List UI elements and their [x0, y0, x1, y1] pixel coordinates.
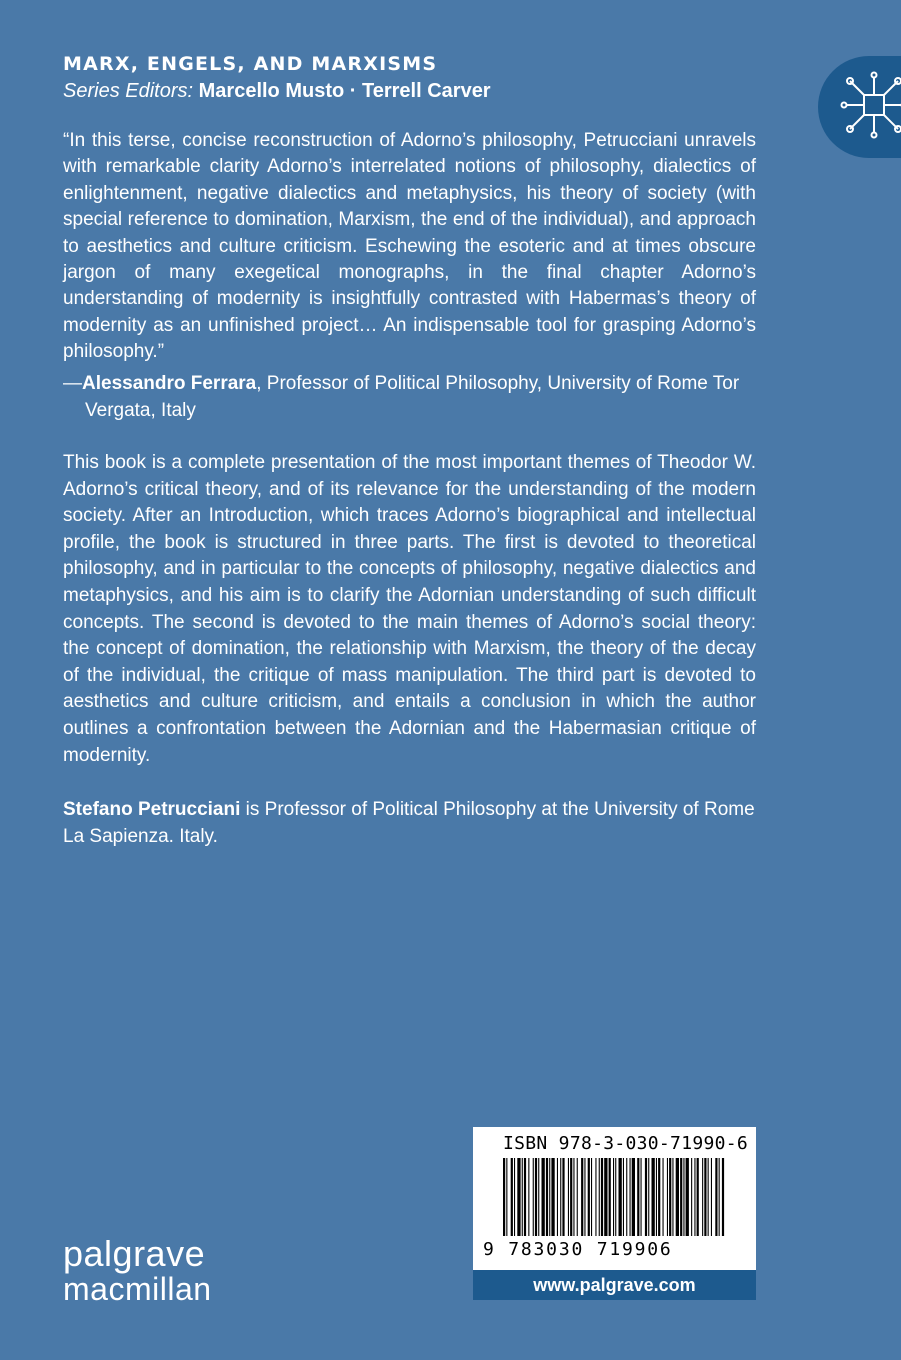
isbn-label: ISBN 978-3-030-71990-6: [503, 1133, 749, 1154]
barcode-panel: [473, 1127, 756, 1300]
author-bio-text: is Professor of Political Philosophy at the University of Rome La Sapienza. Italy.: [63, 799, 755, 847]
barcode-bar: [514, 1158, 515, 1236]
barcode-bar: [715, 1158, 717, 1236]
series-editor-2: Terrell Carver: [362, 80, 491, 102]
barcode-bar: [533, 1158, 534, 1236]
barcode-bar: [511, 1158, 513, 1236]
barcode-bars: [503, 1158, 728, 1244]
author-bio: [63, 796, 756, 850]
barcode-bar: [676, 1158, 679, 1236]
barcode-bar: [711, 1158, 712, 1236]
barcode-bar: [652, 1158, 655, 1236]
barcode-bar: [562, 1158, 564, 1236]
barcode-bar: [686, 1158, 689, 1236]
barcode-bar: [691, 1158, 692, 1236]
barcode-bar: [524, 1158, 526, 1236]
barcode-bar: [528, 1158, 529, 1236]
barcode-bar: [570, 1158, 572, 1236]
barcode-bar: [535, 1158, 537, 1236]
barcode-bar: [577, 1158, 578, 1236]
series-title: MARX, ENGELS, AND MARXISMS: [63, 53, 438, 75]
barcode-bar: [581, 1158, 583, 1236]
barcode-bar: [588, 1158, 590, 1236]
barcode-bar: [538, 1158, 539, 1236]
endorser-affiliation: , Professor of Political Philosophy, University of Rome Tor Vergata, Italy: [85, 373, 740, 421]
barcode-bar: [667, 1158, 668, 1236]
barcode-bar: [656, 1158, 657, 1236]
barcode-bar: [658, 1158, 660, 1236]
barcode-bar: [626, 1158, 627, 1236]
barcode-bar: [615, 1158, 616, 1236]
barcode-bar: [645, 1158, 647, 1236]
barcode-bar: [551, 1158, 554, 1236]
barcode-bar: [680, 1158, 682, 1236]
publisher-logo-line2: macmillan: [63, 1271, 212, 1307]
barcode-bar: [613, 1158, 614, 1236]
barcode-bar: [694, 1158, 695, 1236]
barcode-bar: [632, 1158, 635, 1236]
barcode-bar: [722, 1158, 724, 1236]
publisher-logo-line1: palgrave: [63, 1233, 206, 1274]
palgrave-network-icon: [840, 71, 901, 139]
barcode-bar: [595, 1158, 596, 1236]
barcode-digits: 9 783030 719906: [483, 1239, 673, 1260]
barcode-bar: [503, 1158, 505, 1236]
barcode-bar: [604, 1158, 607, 1236]
book-description: This book is a complete presentation of the most important themes of Theodor W. Adorno’s critical theory, and of its relevance for the understanding of the modern society. After an Introduction, which traces Adorno’s biographical and intellectual profile, the book is structured in three parts. The first is devoted to theoretical philosophy, and in particular to the concepts of philosophy, negative dialectics and metaphysics, and his aim is to clarify the Adornian understanding of such difficult concepts. The second is devoted to the main themes of Adorno’s social theory: the concept of domination, the relationship with Marxism, the theory of the decay of the individual, the critique of mass manipulation. The third part is devoted to aesthetics and culture criticism, and entails a conclusion in which the author outlines a confrontation between the Adornian and the Habermasian critique of modernity.: [63, 452, 756, 766]
endorser-name: Alessandro Ferrara: [82, 373, 257, 394]
series-editor-1: Marcello Musto: [198, 80, 345, 102]
barcode-bar: [506, 1158, 507, 1236]
barcode-bar: [672, 1158, 673, 1236]
barcode-bar: [522, 1158, 523, 1236]
barcode-bar: [568, 1158, 569, 1236]
barcode-bar: [584, 1158, 585, 1236]
barcode-bar: [573, 1158, 574, 1236]
barcode-bar: [669, 1158, 671, 1236]
barcode-bar: [697, 1158, 699, 1236]
endorsement-attribution: [63, 370, 756, 424]
barcode-background: [473, 1127, 756, 1270]
barcode-bar: [704, 1158, 706, 1236]
barcode-bar: [609, 1158, 611, 1236]
series-editors: [63, 77, 491, 105]
barcode-bar: [702, 1158, 703, 1236]
palgrave-emblem: [818, 56, 901, 158]
barcode-bar: [517, 1158, 520, 1236]
barcode-bar: [599, 1158, 600, 1236]
barcode-bar: [663, 1158, 664, 1236]
publisher-logo: [63, 1233, 212, 1307]
series-header: [63, 52, 491, 105]
barcode-bar: [637, 1158, 639, 1236]
barcode-bar: [557, 1158, 558, 1236]
barcode-bar: [708, 1158, 709, 1236]
endorsement-quote: “In this terse, concise reconstruction of Adorno’s philosophy, Petrucciani unravels with remarkable clarity Adorno’s interrelated notions of philosophy, dialectics of enlightenment, negative dialectics and metaphysics, his theory of society (with special reference to domination, Marxism, the end of the individual), and approach to aesthetics and culture criticism. Eschewing the esoteric and at times obscure jargon of many exegetical monographs, in the final chapter Adorno’s understanding of modernity is insightfully contrasted with Habermas’s theory of modernity as an unfinished project… An indispensable tool for grasping Adorno’s philosophy.”: [63, 130, 756, 363]
barcode-bar: [542, 1158, 545, 1236]
barcode-bar: [601, 1158, 603, 1236]
barcode-bar: [641, 1158, 642, 1236]
barcode-bar: [546, 1158, 548, 1236]
barcode-bar: [549, 1158, 550, 1236]
series-editors-label: Series Editors:: [63, 80, 194, 102]
barcode-bar: [630, 1158, 631, 1236]
author-name: Stefano Petrucciani: [63, 799, 241, 820]
series-separator: ·: [349, 80, 357, 102]
publisher-website: www.palgrave.com: [473, 1270, 756, 1300]
barcode-bar: [719, 1158, 720, 1236]
barcode-bar: [623, 1158, 624, 1236]
barcode-bar: [591, 1158, 592, 1236]
barcode-bar: [648, 1158, 649, 1236]
barcode-bar: [619, 1158, 622, 1236]
attribution-dash: —: [63, 373, 82, 394]
barcode-bar: [683, 1158, 684, 1236]
barcode-bar: [560, 1158, 561, 1236]
